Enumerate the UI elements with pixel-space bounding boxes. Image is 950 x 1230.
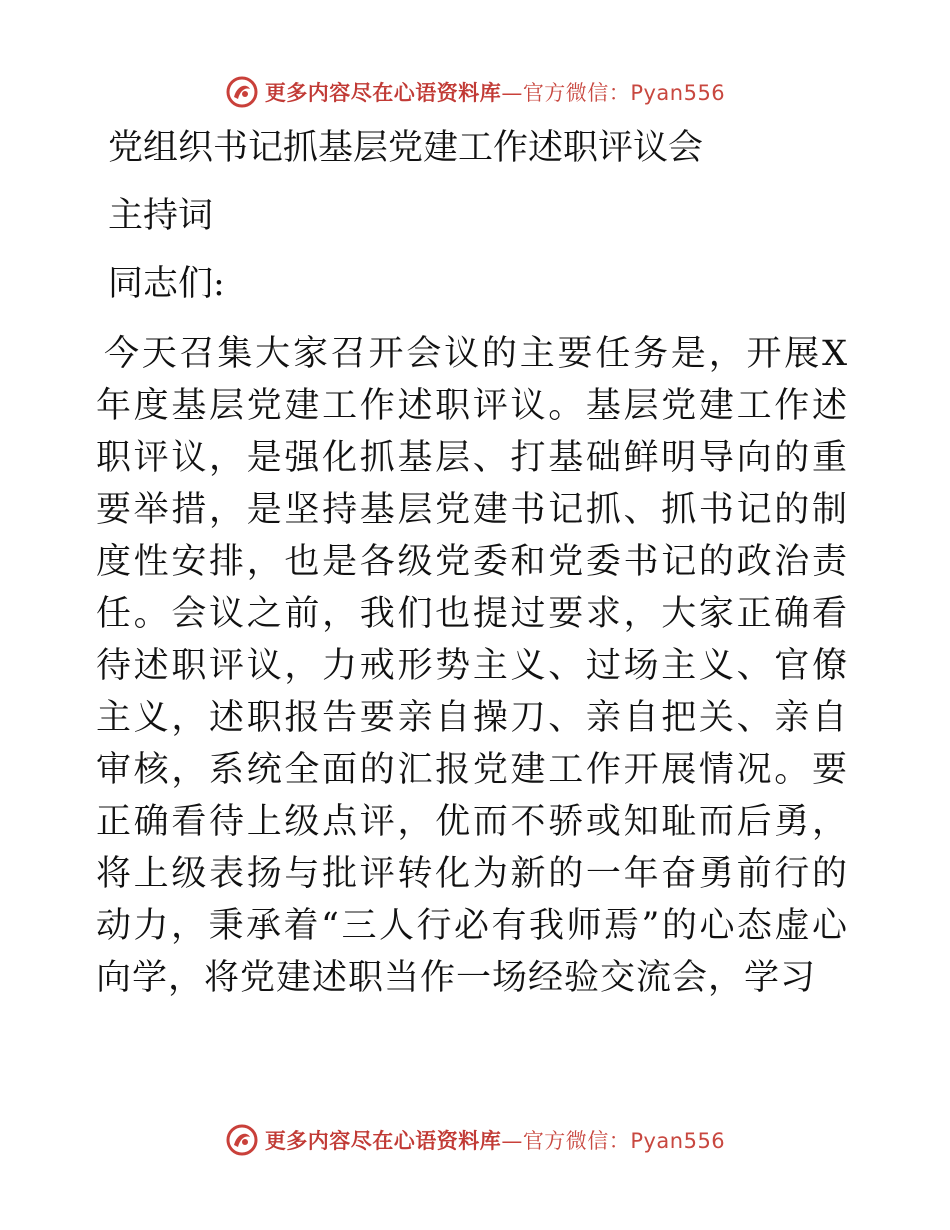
watermark-site: 更多内容尽在心语资料库 [264, 1129, 502, 1153]
watermark-wechat-id: Pyan556 [630, 1129, 726, 1153]
document-title: 党组织书记抓基层党建工作述职评议会 [108, 128, 704, 168]
document-subtitle: 主持词 [108, 196, 214, 236]
watermark-dash: — [501, 81, 523, 105]
header-watermark [0, 72, 950, 112]
watermark-text [265, 77, 725, 107]
watermark-wechat-label: 官方微信： [522, 81, 631, 105]
red-swirl-logo-icon [225, 75, 259, 109]
watermark-wechat-label: 官方微信： [522, 1129, 631, 1153]
watermark-dash: — [501, 1129, 523, 1153]
document-body: 今天召集大家召开会议的主要任务是，开展X年度基层党建工作述职评议。基层党建工作述职评议，是强化抓基层、打基础鲜明导向的重要举措，是坚持基层党建书记抓、抓书记的制度性安排，也是各级党委和党委书记的政治责任。会议之前，我们也提过要求，大家正确看待述职评议，力戒形势主义、过场主义、官僚主义，述职报告要亲自操刀、亲自把关、亲自审核，系统全面的汇报党建工作开展情况。要正确看待上级点评，优而不骄或知耻而后勇，将上级表扬与批评转化为新的一年奋勇前行的动力，秉承着“三人行必有我师焉”的心态虚心向学，将党建述职当作一场经验交流会，学习 [96, 334, 848, 998]
document-content [96, 122, 856, 1004]
document-greeting: 同志们: [108, 264, 225, 304]
red-swirl-logo-icon [225, 1123, 259, 1157]
watermark-wechat-id: Pyan556 [630, 81, 726, 105]
watermark-site: 更多内容尽在心语资料库 [264, 81, 502, 105]
footer-watermark [0, 1120, 950, 1160]
watermark-text [265, 1125, 725, 1155]
